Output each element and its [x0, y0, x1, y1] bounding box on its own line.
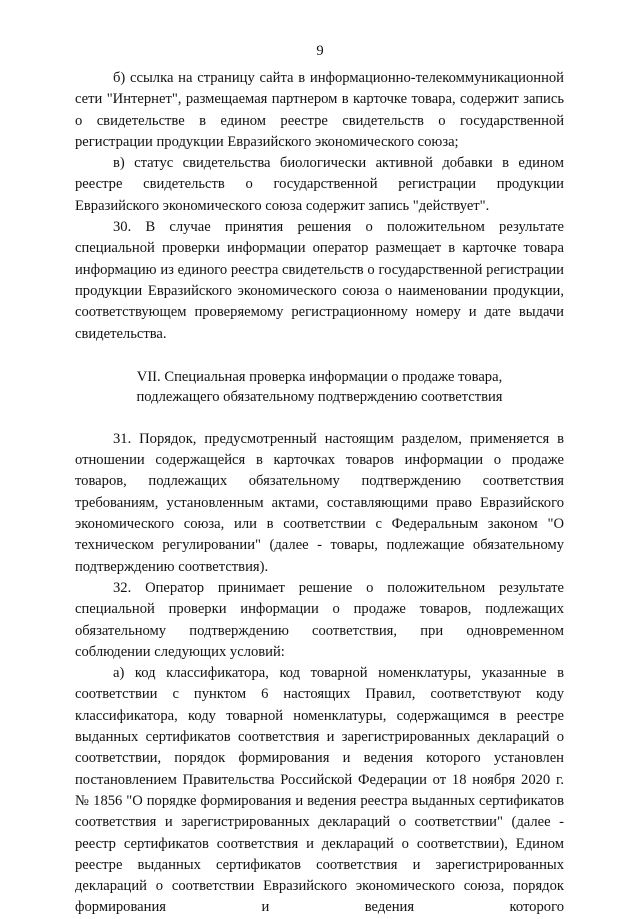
document-body: [75, 68, 564, 919]
paragraph-30: 30. В случае принятия решения о положительном результате специальной проверки информации оператор размещает в карточке товара информацию из единого реестра свидетельств о государственной регистрации продукции Евразийского экономического союза о наименовании продукции, соответствующем проверяемому регистрационному номеру и дате выдачи свидетельства.: [75, 219, 564, 342]
paragraph-32a: а) код классификатора, код товарной номенклатуры, указанные в соответствии с пунктом 6 настоящих Правил, соответствуют коду классификатора, коду товарной номенклатуры, содержащимся в реестре выданных сертификатов соответствия и зарегистрированных деклараций о соответствии, порядок формирования и ведения которого установлен постановлением Правительства Российской Федерации от 18 ноября 2020 г. № 1856 "О порядке формирования и ведения реестра выданных сертификатов соответствия и зарегистрированных деклараций о соответствии" (далее - реестр сертификатов соответствия и деклараций о соответствии), Едином реестре выданных сертификатов соответствия и зарегистрированных деклараций о соответствии Евразийского экономического союза, порядок формирования и ведения которого: [75, 665, 564, 916]
paragraph-29v: в) статус свидетельства биологически активной добавки в едином реестре свидетельств о государственной регистрации продукции Евразийского экономического союза содержит запись "действует".: [75, 155, 564, 214]
paragraph-31: 31. Порядок, предусмотренный настоящим разделом, применяется в отношении содержащейся в карточках товаров информации о продаже товаров, подлежащих обязательному подтверждению соответствия требованиям, установленным актами, составляющими право Евразийского экономического союза, или в соответствии с Федеральным законом "О техническом регулировании" (далее - товары, подлежащие обязательному подтверждению соответствия).: [75, 430, 564, 575]
paragraph-32: 32. Оператор принимает решение о положительном результате специальной проверки информации о продаже товаров, подлежащих обязательному подтверждению соответствия, при одновременном соблюдении следующих условий:: [75, 579, 564, 660]
page-number: 9: [316, 43, 324, 59]
paragraph-29b: б) ссылка на страницу сайта в информационно-телекоммуникационной сети "Интернет", размещаемая партнером в карточке товара, содержит запись о свидетельстве в едином реестре свидетельств о государственной регистрации продукции Евразийского экономического союза;: [75, 70, 564, 150]
section-heading: VII. Специальная проверка информации о продаже товара, подлежащего обязательному подтверждению соответствия: [136, 368, 503, 405]
